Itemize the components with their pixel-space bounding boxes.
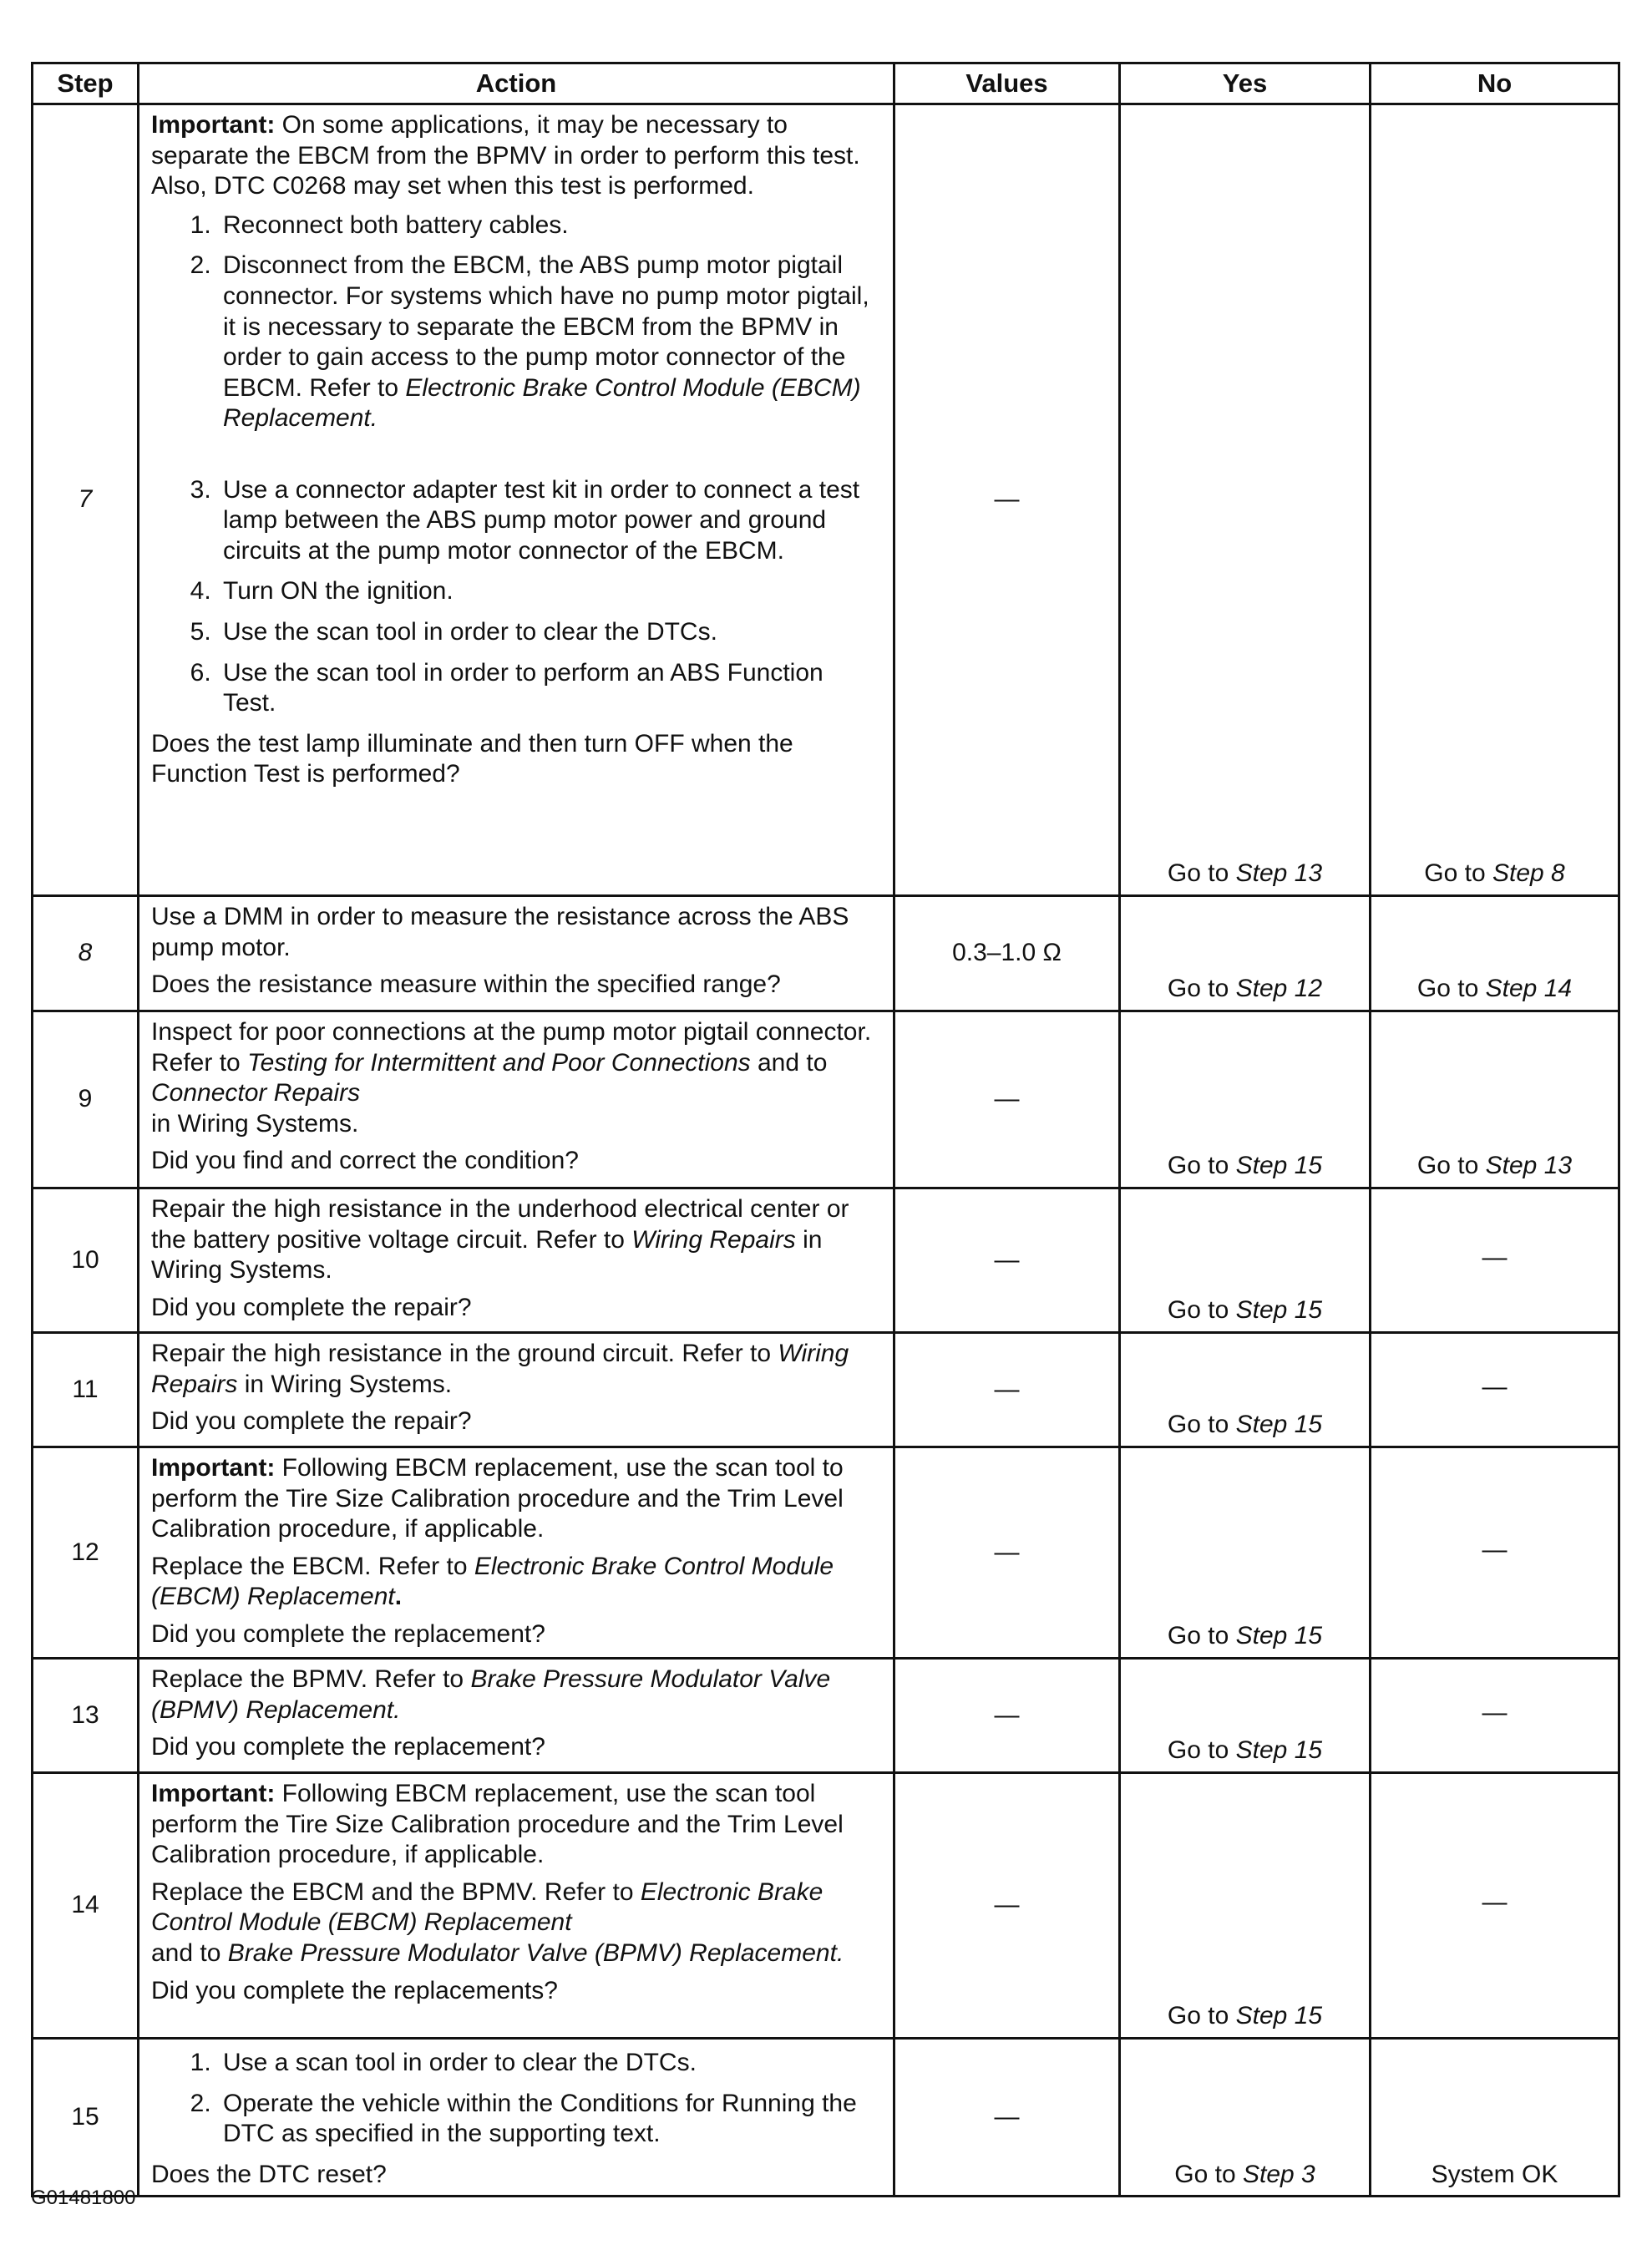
question-text: Did you find and correct the condition? <box>151 1147 579 1175</box>
table-row-step-9 <box>33 1011 1619 1188</box>
question-text: Did you complete the replacement? <box>151 1733 545 1761</box>
table-row-step-8 <box>33 896 1619 1011</box>
values-cell: — <box>894 1773 1120 2039</box>
action-cell <box>139 104 894 896</box>
reference-link: Testing for Intermittent and Poor Connections <box>247 1048 751 1077</box>
goto-prefix: Go to <box>1167 1296 1236 1325</box>
action-text-part: . <box>393 1695 401 1724</box>
table-row-step-7 <box>33 104 1619 896</box>
goto-step-link: Step 15 <box>1235 1736 1323 1765</box>
question-text: Did you complete the repair? <box>151 1293 472 1321</box>
yes-cell <box>1120 104 1371 896</box>
action-cell <box>139 2039 894 2197</box>
important-note <box>151 1779 881 1871</box>
action-text <box>151 1877 881 1969</box>
yes-cell <box>1120 896 1371 1011</box>
no-cell <box>1371 1011 1619 1188</box>
action-cell <box>139 896 894 1011</box>
yes-cell <box>1120 2039 1371 2197</box>
action-text-part: . <box>836 1938 844 1967</box>
action-text-part: . <box>394 1583 403 1611</box>
goto-step-link: Step 15 <box>1235 2002 1323 2030</box>
table-row-step-14 <box>33 1773 1619 2039</box>
goto-step-link: Step 15 <box>1235 1152 1323 1180</box>
table-row-step-15 <box>33 2039 1619 2197</box>
step-number: 9 <box>33 1011 139 1188</box>
values-cell: — <box>894 2039 1120 2197</box>
action-text <box>151 1552 881 1613</box>
list-item-text: Use the scan tool in order to perform an ABS Function Test. <box>223 658 823 717</box>
step-number: 11 <box>33 1333 139 1447</box>
procedure-list <box>151 210 881 719</box>
values-cell: — <box>894 1188 1120 1333</box>
action-cell <box>139 1447 894 1659</box>
important-note <box>151 110 881 202</box>
table-row-step-12 <box>33 1447 1619 1659</box>
goto-step-link: Step 13 <box>1485 1152 1573 1180</box>
no-cell: — <box>1371 1447 1619 1659</box>
goto-prefix: Go to <box>1167 1411 1236 1439</box>
list-item-text: Disconnect from the EBCM, the ABS pump motor pigtail connector. For systems which have no pump motor pigtail, it is necessary to separate the EBCM from the BPMV in order to gain access to the pump motor connector of the EBCM. Refer to <box>223 251 869 402</box>
list-item-text: Reconnect both battery cables. <box>223 210 569 239</box>
list-item <box>218 210 881 241</box>
list-item <box>218 658 881 719</box>
important-text: Following EBCM replacement, use the scan tool perform the Tire Size Calibration procedure and the Trim Level Calibration procedure, if applicable. <box>151 1780 844 1869</box>
goto-step-link: Step 15 <box>1235 1622 1323 1650</box>
action-text-part: Replace the BPMV. Refer to <box>151 1665 471 1693</box>
action-text-part: Replace the EBCM. Refer to <box>151 1552 474 1580</box>
values-cell: — <box>894 104 1120 896</box>
yes-cell <box>1120 1188 1371 1333</box>
important-note <box>151 1453 881 1545</box>
goto-prefix: Go to <box>1167 975 1236 1003</box>
action-text-part: in Wiring Systems. <box>237 1370 453 1398</box>
step-number: 14 <box>33 1773 139 2039</box>
goto-prefix: Go to <box>1416 975 1486 1003</box>
question-text: Did you complete the replacement? <box>151 1619 545 1648</box>
goto-step-link: Step 12 <box>1235 975 1323 1003</box>
list-item <box>218 475 881 567</box>
values-cell: — <box>894 1011 1120 1188</box>
goto-step-link: Step 15 <box>1235 1411 1323 1439</box>
action-cell <box>139 1011 894 1188</box>
no-cell: — <box>1371 1659 1619 1773</box>
yes-cell <box>1120 1011 1371 1188</box>
action-text <box>151 1339 881 1400</box>
goto-prefix: Go to <box>1167 859 1236 888</box>
no-cell: — <box>1371 1773 1619 2039</box>
goto-prefix: Go to <box>1174 2160 1243 2188</box>
list-item <box>218 251 881 464</box>
no-cell: — <box>1371 1188 1619 1333</box>
question-text: Did you complete the replacements? <box>151 1976 558 2004</box>
header-yes: Yes <box>1120 63 1371 104</box>
table-row-step-13 <box>33 1659 1619 1773</box>
yes-cell <box>1120 1447 1371 1659</box>
goto-step-link: Step 3 <box>1242 2160 1315 2188</box>
action-text-part: Replace the EBCM and the BPMV. Refer to <box>151 1877 641 1906</box>
yes-cell <box>1120 1333 1371 1447</box>
no-cell: System OK <box>1371 2039 1619 2197</box>
list-item-text: Use the scan tool in order to clear the DTCs. <box>223 617 717 646</box>
no-cell: — <box>1371 1333 1619 1447</box>
no-cell <box>1371 104 1619 896</box>
action-cell <box>139 1188 894 1333</box>
goto-prefix: Go to <box>1167 1622 1236 1650</box>
action-text <box>151 1017 881 1139</box>
header-no: No <box>1371 63 1619 104</box>
goto-step-link: Step 14 <box>1485 975 1573 1003</box>
reference-link: Wiring Repairs <box>631 1225 796 1254</box>
important-label: Important: <box>151 1454 276 1482</box>
values-cell: 0.3–1.0 Ω <box>894 896 1120 1011</box>
yes-cell <box>1120 1773 1371 2039</box>
table-row-step-10 <box>33 1188 1619 1333</box>
list-item <box>218 576 881 607</box>
goto-step-link: Step 13 <box>1235 859 1323 888</box>
reference-link: Brake Pressure Modulator Valve (BPMV) Replacement <box>151 1665 831 1724</box>
important-text: On some applications, it may be necessary to separate the EBCM from the BPMV in order to perform this test. Also, DTC C0268 may set when this test is performed. <box>151 111 860 200</box>
goto-step-link: Step 15 <box>1235 1296 1323 1325</box>
values-cell: — <box>894 1333 1120 1447</box>
goto-step-link: Step 8 <box>1492 859 1565 888</box>
step-number: 13 <box>33 1659 139 1773</box>
action-text <box>151 1194 881 1286</box>
action-text-part: Repair the high resistance in the underhood electrical center or the battery positive voltage circuit. Refer to <box>151 1195 849 1254</box>
step-number: 10 <box>33 1188 139 1333</box>
values-cell: — <box>894 1659 1120 1773</box>
goto-prefix: Go to <box>1167 1152 1236 1180</box>
action-text-part: in Wiring Systems. <box>151 1109 359 1138</box>
list-item-text: Use a connector adapter test kit in order to connect a test lamp between the ABS pump motor power and ground circuits at the pump motor connector of the EBCM. <box>223 475 860 565</box>
list-item-text: Use a scan tool in order to clear the DTCs. <box>223 2049 697 2076</box>
action-text-part: in Wiring Systems. <box>151 1225 823 1285</box>
important-label: Important: <box>151 1780 276 1807</box>
no-cell <box>1371 896 1619 1011</box>
action-cell <box>139 1333 894 1447</box>
reference-link: Connector Repairs <box>151 1079 361 1107</box>
action-text-part: Repair the high resistance in the ground circuit. Refer to <box>151 1340 778 1367</box>
important-label: Important: <box>151 111 276 139</box>
step-number: 15 <box>33 2039 139 2197</box>
goto-prefix: Go to <box>1167 2002 1236 2030</box>
list-item <box>218 2089 881 2150</box>
header-values: Values <box>894 63 1120 104</box>
header-action: Action <box>139 63 894 104</box>
goto-prefix: Go to <box>1416 1152 1486 1180</box>
values-cell: — <box>894 1447 1120 1659</box>
action-cell <box>139 1659 894 1773</box>
question-text: Does the resistance measure within the specified range? <box>151 970 781 999</box>
action-text: Use a DMM in order to measure the resistance across the ABS pump motor. <box>151 903 849 961</box>
action-text <box>151 1665 881 1725</box>
action-text-part: and to <box>750 1048 828 1077</box>
yes-cell <box>1120 1659 1371 1773</box>
goto-prefix: Go to <box>1167 1736 1236 1765</box>
question-text: Does the test lamp illuminate and then turn OFF when the Function Test is performed? <box>151 729 793 788</box>
reference-link: Brake Pressure Modulator Valve (BPMV) Replacement <box>227 1938 837 1967</box>
reference-link: Electronic Brake Control Module (EBCM) Replacement <box>223 373 861 433</box>
figure-code: G01481800 <box>31 2187 136 2209</box>
action-text-part: and to <box>151 1938 228 1967</box>
step-number: 12 <box>33 1447 139 1659</box>
table-row-step-11 <box>33 1333 1619 1447</box>
list-item <box>218 617 881 648</box>
procedure-list <box>151 2048 881 2150</box>
step-number: 7 <box>33 104 139 896</box>
header-step: Step <box>33 63 139 104</box>
question-text: Did you complete the repair? <box>151 1407 472 1436</box>
list-item-text: Operate the vehicle within the Conditions for Running the DTC as specified in the supporting text. <box>223 2089 857 2148</box>
action-cell <box>139 1773 894 2039</box>
reference-link: Electronic Brake Control Module (EBCM) Replacement <box>151 1552 834 1611</box>
list-item <box>218 2048 881 2079</box>
goto-prefix: Go to <box>1424 859 1492 888</box>
diagnostic-table <box>31 62 1620 2197</box>
list-item-text: Turn ON the ignition. <box>223 577 454 606</box>
reference-link: Electronic Brake Control Module (EBCM) Replacement <box>151 1877 823 1937</box>
list-item-punct: . <box>370 404 378 433</box>
question-text: Does the DTC reset? <box>151 2160 387 2188</box>
table-header-row <box>33 63 1619 104</box>
step-number: 8 <box>33 896 139 1011</box>
action-text-part: Inspect for poor connections at the pump motor pigtail connector. Refer to <box>151 1018 872 1077</box>
important-text: Following EBCM replacement, use the scan tool to perform the Tire Size Calibration procedure and the Trim Level Calibration procedure, if applicable. <box>151 1454 844 1543</box>
reference-link: Wiring Repairs <box>151 1340 849 1398</box>
